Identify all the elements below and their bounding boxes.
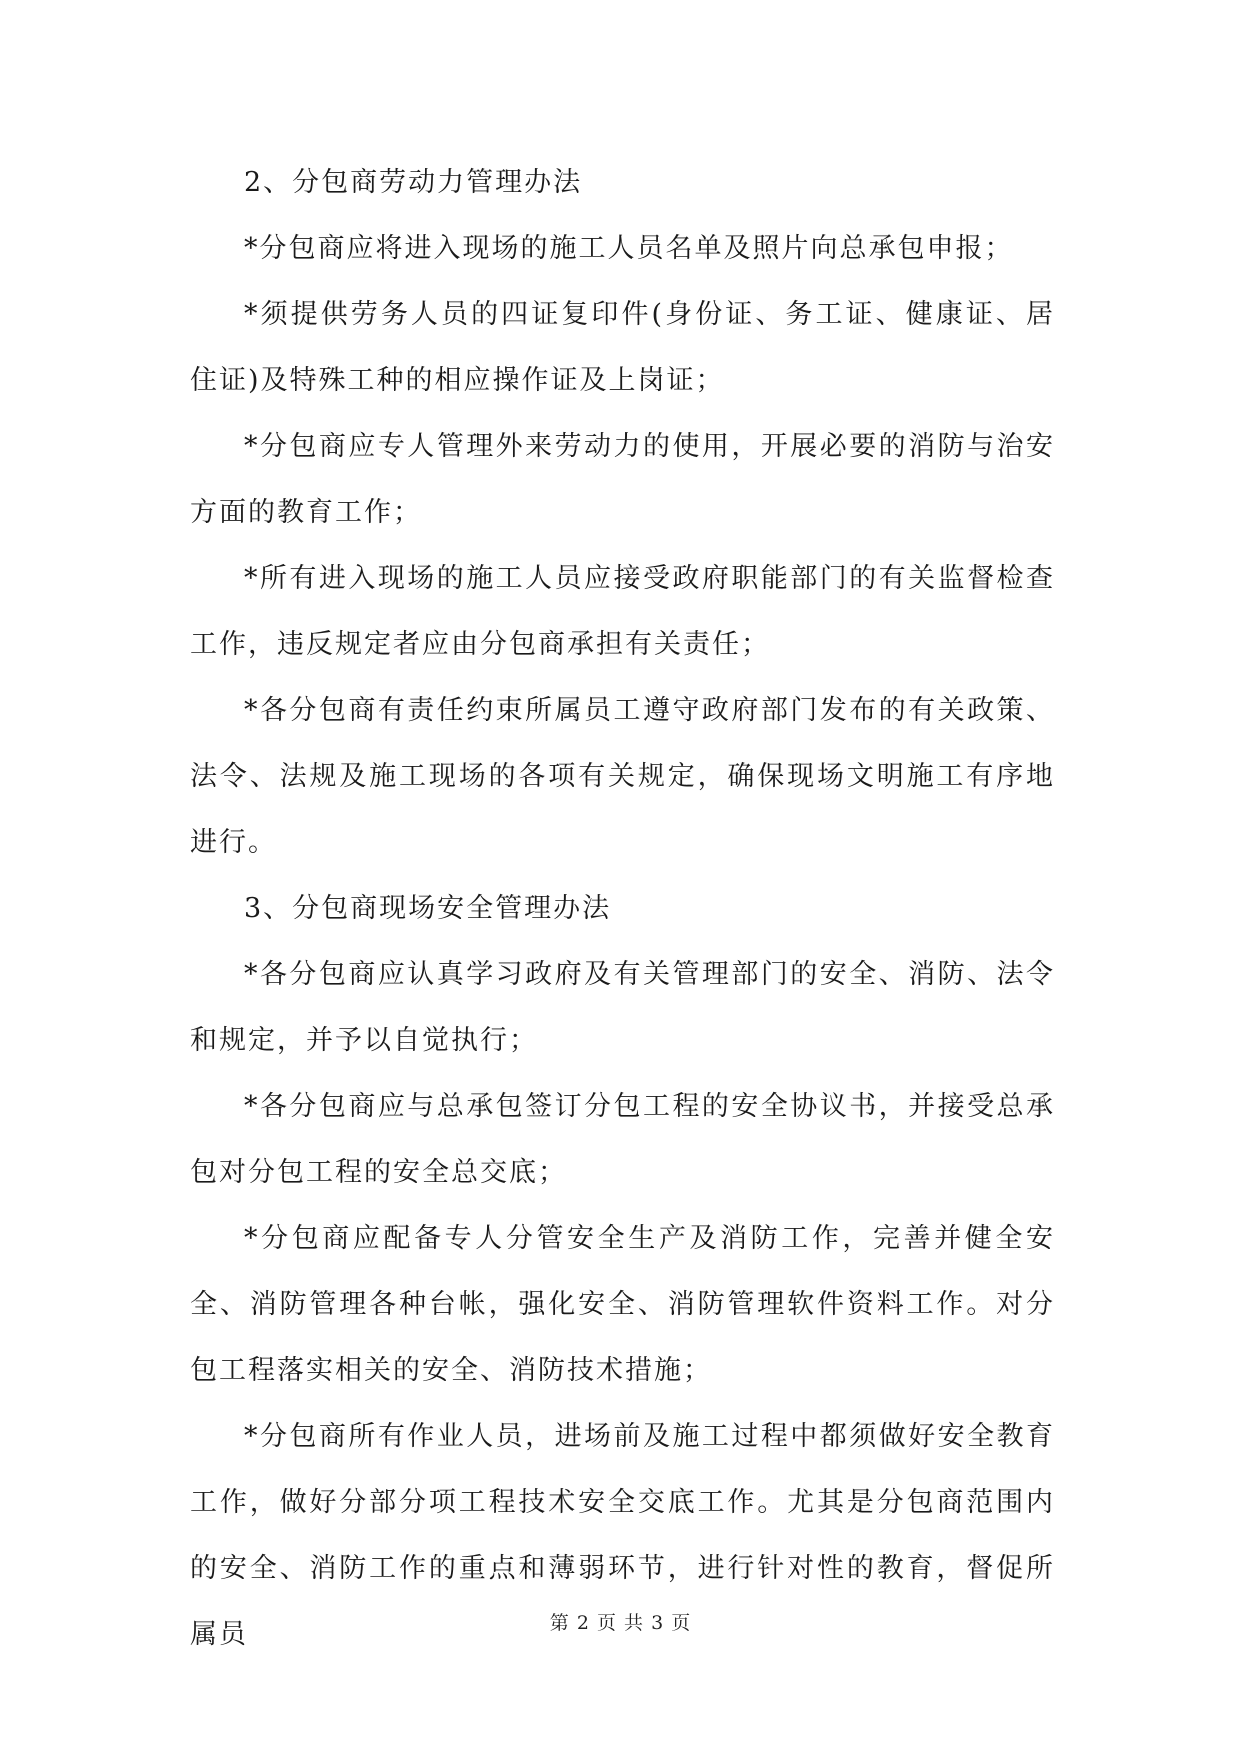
paragraph: *所有进入现场的施工人员应接受政府职能部门的有关监督检查工作，违反规定者应由分包商承担有关责任； (190, 563, 1055, 660)
footer-total-pages: 3 (651, 1612, 665, 1634)
paragraph: *须提供劳务人员的四证复印件(身份证、务工证、健康证、居住证)及特殊工种的相应操作证及上岗证； (190, 299, 1055, 396)
document-body (190, 150, 1055, 1668)
footer-prefix: 第 (549, 1612, 570, 1634)
paragraph: *各分包商应认真学习政府及有关管理部门的安全、消防、法令和规定，并予以自觉执行； (190, 959, 1055, 1056)
paragraph: *分包商所有作业人员，进场前及施工过程中都须做好安全教育工作，做好分部分项工程技术安全交底工作。尤其是分包商范围内的安全、消防工作的重点和薄弱环节，进行针对性的教育，督促所属员 (190, 1421, 1055, 1650)
page-footer (0, 1608, 1241, 1635)
paragraph: *分包商应将进入现场的施工人员名单及照片向总承包申报； (244, 233, 1014, 264)
footer-middle: 页 共 (596, 1612, 645, 1634)
footer-current-page: 2 (576, 1612, 590, 1634)
footer-suffix: 页 (671, 1612, 692, 1634)
section-heading: 2、分包商劳动力管理办法 (244, 167, 583, 198)
paragraph: *各分包商应与总承包签订分包工程的安全协议书，并接受总承包对分包工程的安全总交底； (190, 1091, 1055, 1188)
paragraph: *分包商应配备专人分管安全生产及消防工作，完善并健全安全、消防管理各种台帐，强化安全、消防管理软件资料工作。对分包工程落实相关的安全、消防技术措施； (190, 1223, 1055, 1386)
paragraph: *分包商应专人管理外来劳动力的使用，开展必要的消防与治安方面的教育工作； (190, 431, 1055, 528)
section-heading: 3、分包商现场安全管理办法 (244, 893, 612, 924)
paragraph: *各分包商有责任约束所属员工遵守政府部门发布的有关政策、法令、法规及施工现场的各项有关规定，确保现场文明施工有序地进行。 (190, 695, 1055, 858)
